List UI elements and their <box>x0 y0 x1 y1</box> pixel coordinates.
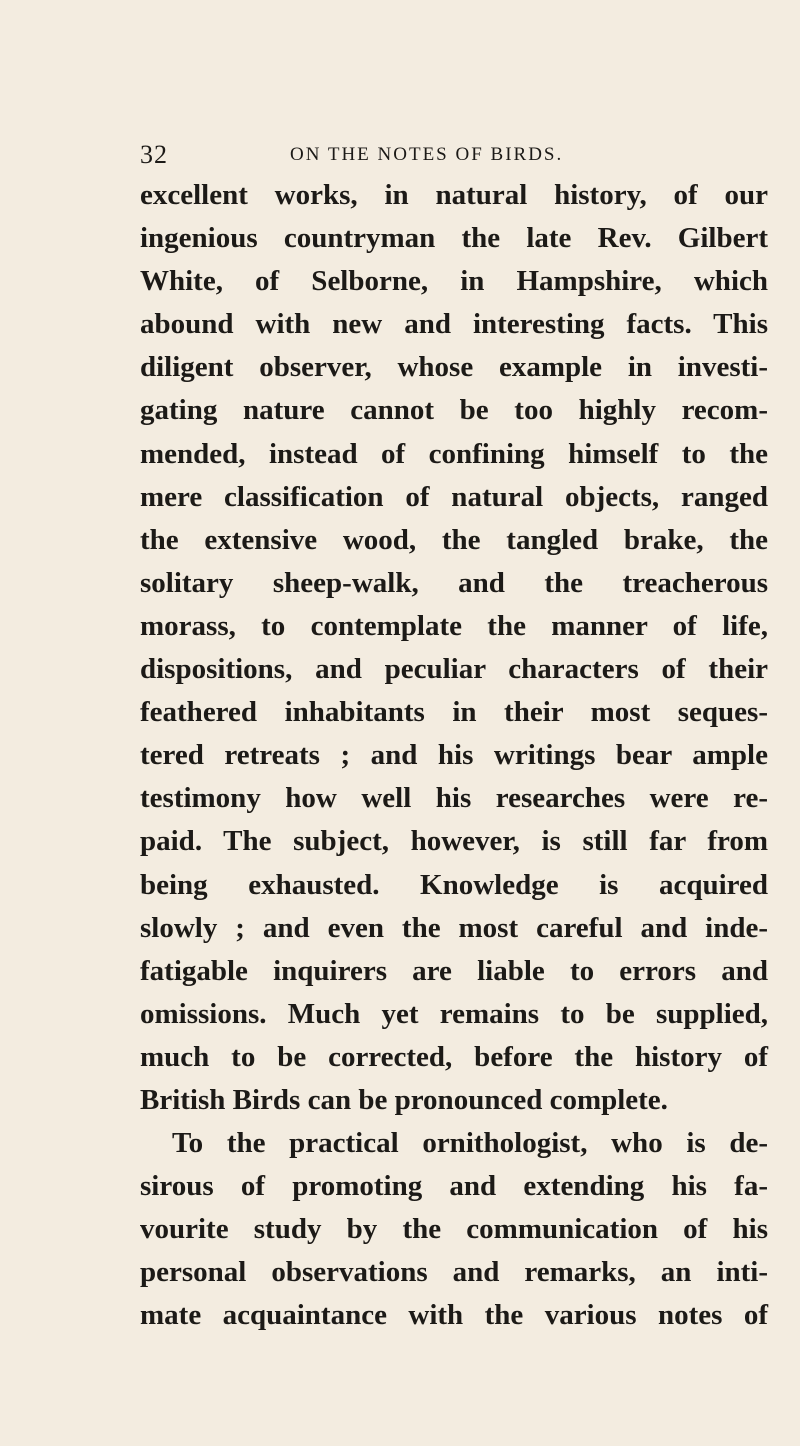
text-line: excellent works, in natural history, of our <box>140 179 768 211</box>
body-text <box>140 174 768 1338</box>
text-line: ingenious countryman the late Rev. Gilbert <box>140 222 768 255</box>
text-line: much to be corrected, before the history of <box>140 1040 768 1073</box>
text-line: sirous of promoting and extending his fa- <box>140 1170 768 1203</box>
text-line: abound with new and interesting facts. This <box>140 308 768 341</box>
text-line: British Birds can be pronounced complete. <box>140 1083 668 1116</box>
text-line: solitary sheep-walk, and the treacherous <box>140 566 768 599</box>
running-head <box>140 140 770 170</box>
running-title: ON THE NOTES OF BIRDS. <box>290 144 564 165</box>
text-line: vourite study by the communication of his <box>140 1213 768 1246</box>
text-line: diligent observer, whose example in investi- <box>140 351 768 384</box>
text-line: mere classification of natural objects, ranged <box>140 480 768 513</box>
text-line: mended, instead of confining himself to the <box>140 437 768 470</box>
page-number: 32 <box>140 140 168 169</box>
text-line: fatigable inquirers are liable to errors and <box>140 954 768 987</box>
text-line: tered retreats ; and his writings bear ample <box>140 739 768 772</box>
text-line: being exhausted. Knowledge is acquired <box>140 868 768 901</box>
text-line: omissions. Much yet remains to be supplied, <box>140 997 768 1030</box>
text-line: White, of Selborne, in Hampshire, which <box>140 265 768 298</box>
text-line: dispositions, and peculiar characters of their <box>140 653 768 686</box>
text-line: testimony how well his researches were re- <box>140 782 768 815</box>
text-line: slowly ; and even the most careful and inde- <box>140 911 768 944</box>
text-line: mate acquaintance with the various notes of <box>140 1299 768 1332</box>
text-line: To the practical ornithologist, who is de- <box>172 1127 768 1160</box>
text-line: paid. The subject, however, is still far from <box>140 825 768 858</box>
text-line: the extensive wood, the tangled brake, the <box>140 523 768 556</box>
text-line: morass, to contemplate the manner of life, <box>140 609 768 642</box>
text-line: feathered inhabitants in their most seques- <box>140 696 768 729</box>
text-line: personal observations and remarks, an inti- <box>140 1256 768 1289</box>
text-line: gating nature cannot be too highly recom- <box>140 394 768 427</box>
